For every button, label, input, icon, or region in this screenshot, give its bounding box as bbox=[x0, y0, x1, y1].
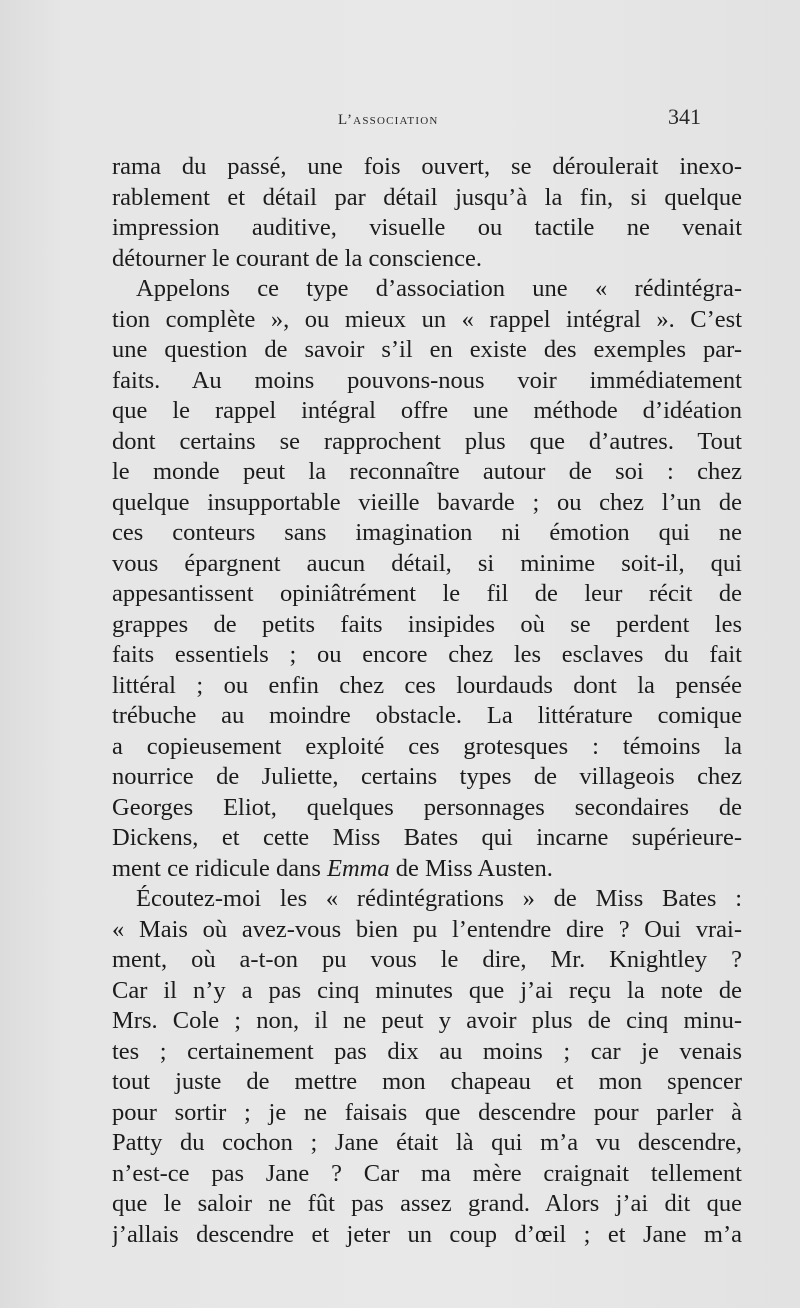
text-line: ces conteurs sans imagination ni émotion qui ne bbox=[112, 519, 742, 546]
text-line: Appelons ce type d’association une « rédintégra- bbox=[136, 275, 742, 302]
text-line: vous épargnent aucun détail, si minime soit-il, qui bbox=[112, 549, 742, 577]
text-line: trébuche au moindre obstacle. La littérature comique bbox=[112, 702, 742, 729]
text-line: tout juste de mettre mon chapeau et mon spencer bbox=[112, 1068, 742, 1095]
text-line: appesantissent opiniâtrément le fil de leur récit de bbox=[112, 580, 742, 607]
paragraph-rappel-integral bbox=[112, 274, 742, 884]
page-header bbox=[0, 104, 800, 134]
paragraph-continuation bbox=[112, 152, 742, 274]
italic-title: Emma bbox=[326, 854, 390, 882]
text-line: Mrs. Cole ; non, il ne peut y avoir plus de cinq minu- bbox=[112, 1007, 742, 1034]
text-line: tion complète », ou mieux un « rappel intégral ». C’est bbox=[112, 305, 742, 333]
text-line: nourrice de Juliette, certains types de villageois chez bbox=[112, 763, 742, 790]
text-line: ment, où a-t-on pu vous le dire, Mr. Knightley ? bbox=[112, 946, 742, 973]
text-line: pour sortir ; je ne faisais que descendre pour parler à bbox=[112, 1098, 742, 1126]
text-line: a copieusement exploité ces grotesques : témoins la bbox=[112, 732, 742, 760]
text-line-with-italic bbox=[112, 854, 742, 885]
text-line: j’allais descendre et jeter un coup d’œil ; et Jane m’a bbox=[112, 1220, 742, 1248]
text-line: une question de savoir s’il en existe des exemples par- bbox=[112, 336, 742, 363]
text-line: que le saloir ne fût pas assez grand. Alors j’ai dit que bbox=[112, 1190, 742, 1217]
text-run: de Miss Austen. bbox=[389, 854, 553, 882]
text-line: Car il n’y a pas cinq minutes que j’ai reçu la note de bbox=[112, 976, 742, 1004]
text-line: Patty du cochon ; Jane était là qui m’a vu descendre, bbox=[112, 1129, 742, 1156]
page-number: 341 bbox=[668, 104, 701, 129]
text-line: Dickens, et cette Miss Bates qui incarne supérieure- bbox=[112, 824, 742, 851]
text-line: grappes de petits faits insipides où se perdent les bbox=[112, 610, 742, 638]
body-text bbox=[112, 152, 742, 1250]
text-line: tes ; certainement pas dix au moins ; car je venais bbox=[112, 1037, 742, 1065]
text-line: rablement et détail par détail jusqu’à la fin, si quelque bbox=[112, 183, 742, 211]
text-line: littéral ; ou enfin chez ces lourdauds dont la pensée bbox=[112, 671, 742, 699]
text-run: ment ce ridicule dans bbox=[112, 854, 327, 882]
text-line: quelque insupportable vieille bavarde ; ou chez l’un de bbox=[112, 488, 742, 516]
text-line: rama du passé, une fois ouvert, se déroulerait inexo- bbox=[112, 153, 742, 180]
text-line: Georges Eliot, quelques personnages secondaires de bbox=[112, 793, 742, 821]
text-line: le monde peut la reconnaître autour de soi : chez bbox=[112, 458, 742, 485]
text-line: Écoutez-moi les « rédintégrations » de Miss Bates : bbox=[136, 885, 742, 912]
paragraph-miss-bates bbox=[112, 884, 742, 1250]
text-line: détourner le courant de la conscience. bbox=[112, 244, 483, 272]
text-line: impression auditive, visuelle ou tactile ne venait bbox=[112, 214, 742, 241]
text-line: faits essentiels ; ou encore chez les esclaves du fait bbox=[112, 641, 742, 668]
text-line: dont certains se rapprochent plus que d’autres. Tout bbox=[112, 427, 742, 455]
running-title: L’association bbox=[338, 112, 439, 128]
text-line: que le rappel intégral offre une méthode d’idéation bbox=[112, 397, 742, 424]
text-line: faits. Au moins pouvons-nous voir immédiatement bbox=[112, 366, 742, 394]
text-line: « Mais où avez-vous bien pu l’entendre dire ? Oui vrai- bbox=[112, 915, 742, 943]
text-line: n’est-ce pas Jane ? Car ma mère craignait tellement bbox=[112, 1159, 742, 1187]
